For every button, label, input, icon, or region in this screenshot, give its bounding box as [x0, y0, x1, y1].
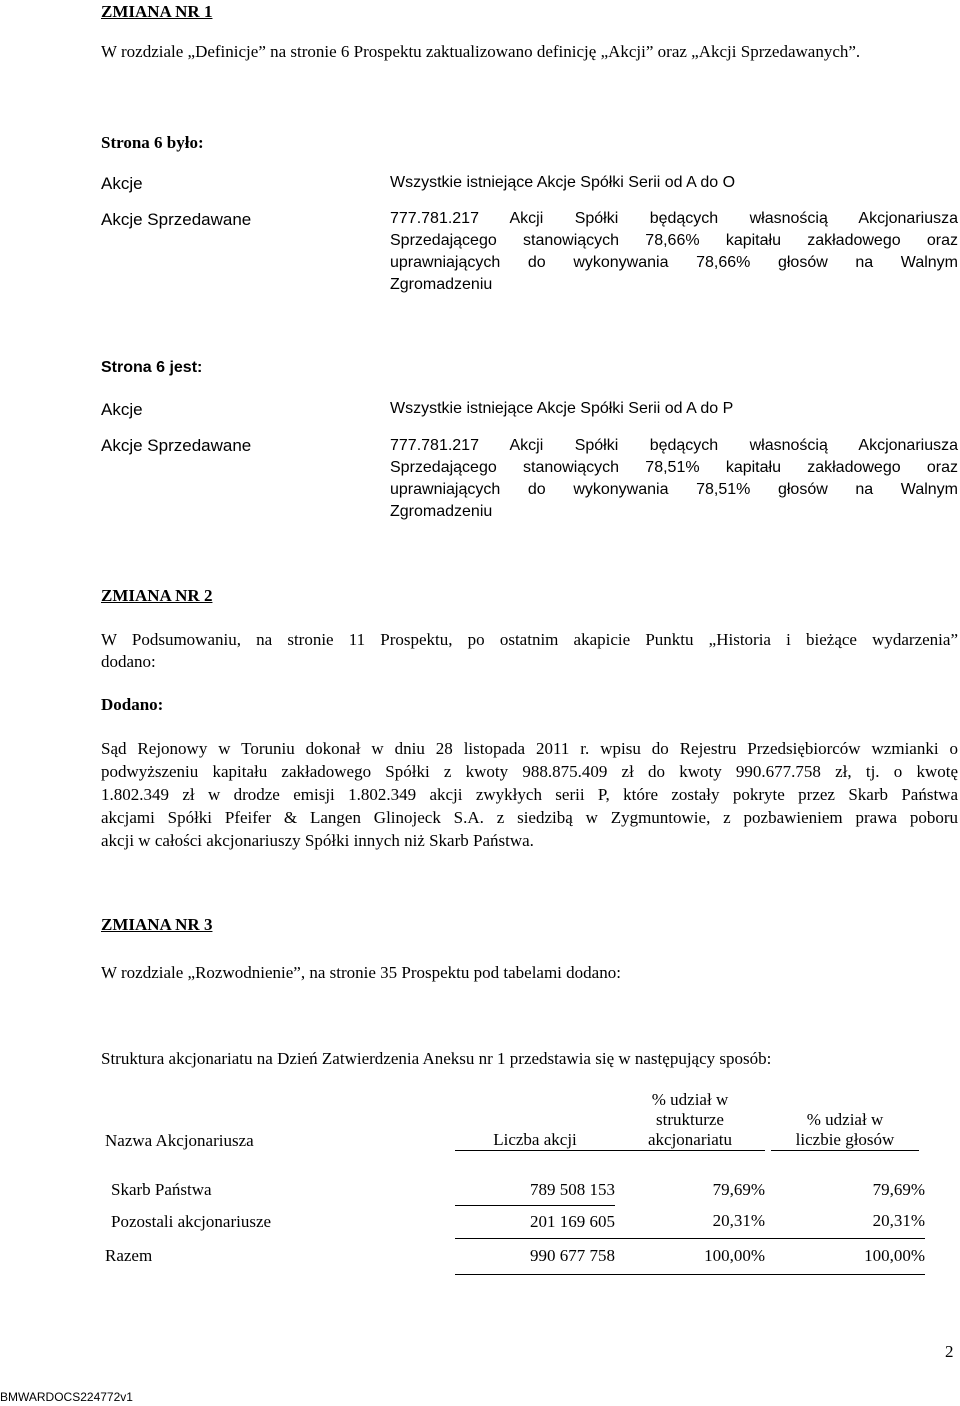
header-line: % udział w	[651, 1090, 729, 1109]
after-label: Strona 6 jest:	[101, 359, 203, 376]
def-line: uprawniających do wykonywania 78,66% głosów na Walnym	[390, 254, 958, 271]
body-line: Sąd Rejonowy w Toruniu dokonał w dniu 28 listopada 2011 r. wpisu do Rejestru Przedsiębiorców wzmianki o	[101, 739, 958, 758]
change2-heading: ZMIANA NR 2	[101, 586, 213, 605]
def-line: 777.781.217 Akcji Spółki będących własnością Akcjonariusza	[390, 437, 958, 454]
row-name: Skarb Państwa	[111, 1180, 212, 1199]
intro-line: W Podsumowaniu, na stronie 11 Prospektu, po ostatnim akapicie Punktu „Historia i bieżące wydarzenia”	[101, 630, 958, 649]
table-row	[101, 1205, 925, 1238]
header-line: akcjonariatu	[615, 1130, 765, 1151]
def-line: Sprzedającego stanowiących 78,66% kapitału zakładowego oraz	[390, 232, 958, 249]
body-line: akcji w całości akcjonariuszy Spółki innych niż Skarb Państwa.	[101, 831, 534, 850]
def-line: 777.781.217 Akcji Spółki będących własnością Akcjonariusza	[390, 210, 958, 227]
change2-intro	[101, 629, 958, 673]
def-line: Zgromadzeniu	[390, 503, 493, 520]
header-shares	[455, 1090, 615, 1153]
before-sprzed-term: Akcje Sprzedawane	[101, 210, 252, 229]
row-pct-votes: 79,69%	[872, 1180, 925, 1199]
row-name: Razem	[105, 1246, 153, 1265]
row-pct-capital: 20,31%	[615, 1205, 765, 1238]
change2-body	[101, 737, 958, 852]
header-line: liczbie głosów	[771, 1130, 919, 1151]
body-line: 1.802.349 zł w drodze emisji 1.802.349 akcji zwykłych serii P, które zostały pokryte przez Skarb Państwa	[101, 785, 958, 804]
def-line: Sprzedającego stanowiących 78,51% kapitału zakładowego oraz	[390, 459, 958, 476]
row-shares: 201 169 605	[455, 1205, 615, 1238]
row-pct-votes: 20,31%	[765, 1205, 925, 1238]
before-sprzed-def	[390, 208, 958, 296]
intro-line: dodano:	[101, 652, 156, 671]
page-number: 2	[945, 1342, 954, 1361]
after-akcje-def: Wszystkie istniejące Akcje Spółki Serii od A do P	[390, 400, 734, 417]
header-pct-capital	[615, 1090, 765, 1153]
change3-intro: W rozdziale „Rozwodnienie”, na stronie 35 Prospektu pod tabelami dodano:	[101, 963, 621, 982]
def-line: Zgromadzeniu	[390, 276, 493, 293]
row-pct-capital: 79,69%	[712, 1180, 765, 1199]
before-label: Strona 6 było:	[101, 133, 204, 152]
table-header-row	[101, 1090, 925, 1153]
header-pct-votes	[765, 1090, 925, 1153]
row-shares: 789 508 153	[455, 1175, 615, 1205]
body-line: podwyższeniu kapitału zakładowego Spółki z kwoty 988.875.409 zł do kwoty 990.677.758 zł, tj. o kwotę	[101, 762, 958, 781]
change3-heading: ZMIANA NR 3	[101, 915, 213, 934]
before-akcje-def: Wszystkie istniejące Akcje Spółki Serii od A do O	[390, 174, 736, 191]
table-row	[101, 1175, 925, 1205]
doc-id: BMWARDOCS224772v1	[0, 1390, 133, 1404]
change1-heading: ZMIANA NR 1	[101, 2, 213, 21]
before-akcje-term: Akcje	[101, 174, 143, 193]
header-shares-text: Liczba akcji	[455, 1130, 615, 1151]
after-sprzed-term: Akcje Sprzedawane	[101, 436, 252, 455]
shareholder-table	[101, 1090, 925, 1275]
header-name: Nazwa Akcjonariusza	[105, 1131, 254, 1150]
table-total-row	[101, 1238, 925, 1274]
header-line: strukturze	[656, 1110, 724, 1129]
header-line: % udział w	[806, 1110, 884, 1129]
row-shares: 990 677 758	[455, 1238, 615, 1274]
row-name: Pozostali akcjonariusze	[111, 1211, 272, 1231]
after-sprzed-def	[390, 435, 958, 523]
body-line: akcjami Spółki Pfeifer & Langen Glinojeck S.A. z siedzibą w Zygmuntowie, z pozbawieniem prawa poboru	[101, 808, 958, 827]
row-pct-votes: 100,00%	[765, 1238, 925, 1274]
def-line: uprawniających do wykonywania 78,51% głosów na Walnym	[390, 481, 958, 498]
table-caption: Struktura akcjonariatu na Dzień Zatwierdzenia Aneksu nr 1 przedstawia się w następujący sposób:	[101, 1049, 772, 1068]
after-akcje-term: Akcje	[101, 400, 143, 419]
row-pct-capital: 100,00%	[615, 1238, 765, 1274]
change1-intro: W rozdziale „Definicje” na stronie 6 Prospektu zaktualizowano definicję „Akcji” oraz „Akcji Sprzedawanych”.	[101, 42, 861, 61]
added-label: Dodano:	[101, 695, 164, 714]
